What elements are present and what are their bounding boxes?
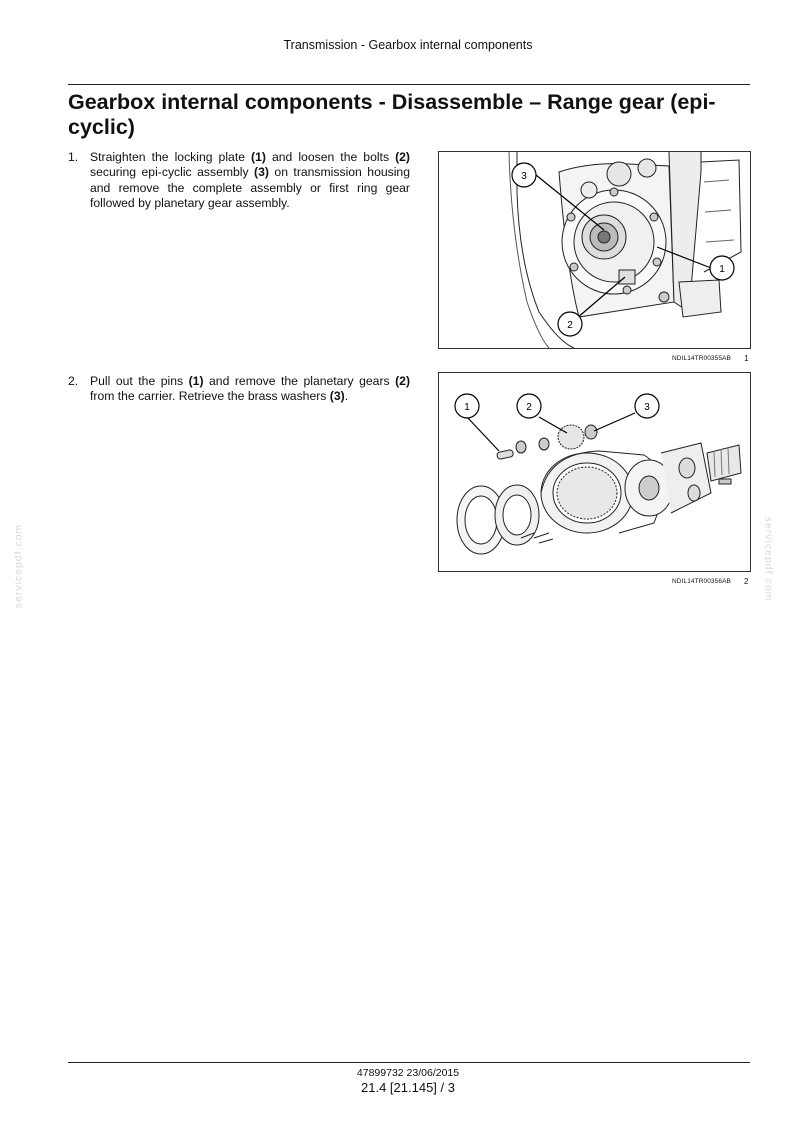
figure-1-code: NDIL14TR00355AB — [672, 355, 731, 362]
figure-2-code: NDIL14TR00356AB — [672, 578, 731, 585]
page-title: Gearbox internal components - Disassemble – Range gear (epi-cyclic) — [68, 90, 716, 139]
figure-2-callout-1: 1 — [464, 402, 470, 413]
step-2 — [68, 374, 410, 405]
figure-1-callout-2: 2 — [567, 320, 573, 331]
watermark-right: servicepdf.com — [762, 516, 775, 602]
step-1-text-part: Straighten the locking plate — [90, 150, 252, 164]
step-1-text — [90, 150, 410, 212]
header-rule — [68, 84, 750, 85]
step-2-ref-2: (2) — [395, 374, 411, 388]
step-1-text-part: securing epi-cyclic assembly — [90, 165, 255, 180]
step-1-number: 1. — [68, 150, 79, 164]
figure-1-number: 1 — [744, 354, 749, 363]
step-2-text-part: . — [344, 389, 349, 404]
step-1-ref-2: (2) — [395, 150, 410, 164]
footer-doc-ref: 47899732 23/06/2015 — [356, 1067, 460, 1079]
step-2-text — [90, 374, 410, 405]
step-1 — [68, 150, 410, 212]
step-2-ref-3: (3) — [329, 389, 345, 404]
figure-2-callout-3: 3 — [644, 402, 650, 413]
step-2-text-part: Pull out the pins — [90, 374, 189, 388]
step-2-text-part: and remove the planetary gears — [203, 374, 396, 388]
step-1-ref-3: (3) — [254, 165, 269, 180]
step-1-text-part: and loosen the bolts — [265, 150, 396, 164]
step-1-text-part: on transmission housing and remove the complete assembly or first ring gear followed by planetary gear assembly. — [90, 165, 410, 211]
figure-2-number: 2 — [744, 577, 749, 586]
running-header: Transmission - Gearbox internal components — [283, 38, 533, 52]
step-2-number: 2. — [68, 374, 79, 388]
figure-2-illustration — [438, 372, 751, 572]
figure-1-callout-1: 1 — [719, 264, 725, 275]
step-1-ref-1: (1) — [251, 150, 266, 164]
step-2-text-part: from the carrier. Retrieve the brass washers — [90, 389, 330, 404]
figure-1-illustration — [438, 151, 751, 349]
footer-rule — [68, 1062, 750, 1063]
step-2-ref-1: (1) — [188, 374, 204, 388]
watermark-left: servicepdf.com — [12, 523, 25, 609]
figure-2-callout-2: 2 — [526, 402, 532, 413]
footer-page-number: 21.4 [21.145] / 3 — [361, 1080, 455, 1095]
figure-1-callout-3: 3 — [521, 171, 527, 182]
